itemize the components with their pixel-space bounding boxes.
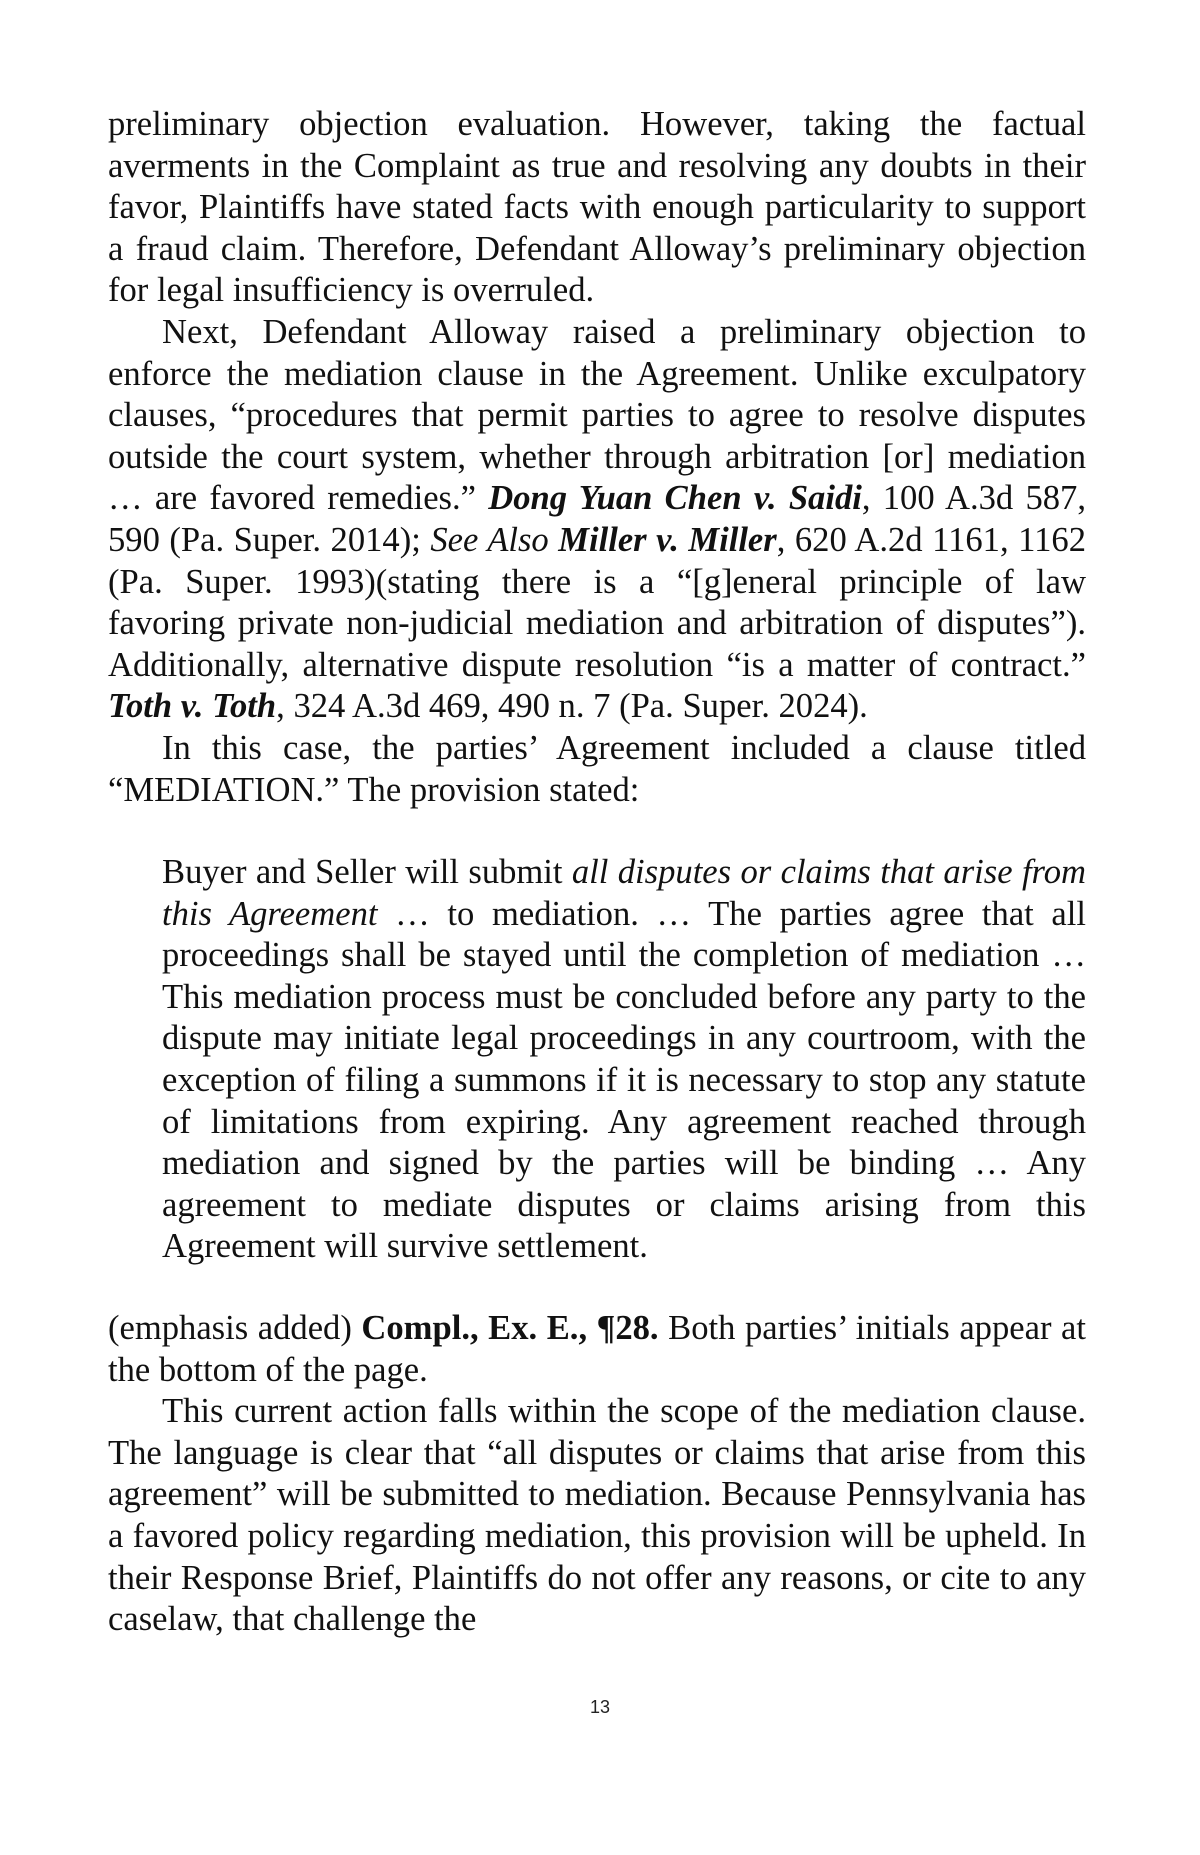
paragraph-scope-analysis <box>108 1391 1086 1641</box>
paragraph-mediation-objection <box>108 312 1086 728</box>
paragraph-emphasis-citation <box>108 1308 1086 1391</box>
case-name-toth: Toth v. Toth <box>108 687 277 726</box>
paragraph-agreement-clause <box>108 728 1086 811</box>
page-number: 13 <box>589 1697 611 1717</box>
paragraph-text: This current action falls within the scope of the mediation clause. The language is clear that “all disputes or claims that arise from this agreement” will be submitted to mediation. Because Pennsylvania has a favored policy regarding mediation, this provision will be upheld. In their Response Brief, Plaintiffs do not offer any reasons, or cite to any caselaw, that challenge the <box>108 1392 1086 1639</box>
block-quote-mediation-provision <box>162 852 1086 1268</box>
case-name-miller: Miller v. Miller <box>558 520 777 559</box>
paragraph-text: (emphasis added) <box>108 1309 362 1348</box>
citation-text: , 100 A.3d 587, 590 (Pa. Super. 2014); <box>108 479 1086 559</box>
quote-emphasis: all disputes or claims that arise from this Agreement <box>162 853 1086 933</box>
citation-signal: See Also <box>430 520 549 559</box>
case-name-dong-yuan-chen: Dong Yuan Chen v. Saidi <box>488 479 862 518</box>
paragraph-text: preliminary objection evaluation. However, taking the factual averments in the Complaint as true and resolving any doubts in their favor, Plaintiffs have stated facts with enough particularity to support a fraud claim. Therefore, Defendant Alloway’s preliminary objection for legal insufficiency is overruled. <box>108 105 1086 310</box>
citation-text: , 324 A.3d 469, 490 n. 7 (Pa. Super. 2024). <box>276 687 868 726</box>
paragraph-text: , 620 A.2d 1161, 1162 (Pa. Super. 1993)(stating there is a “[g]eneral principle of law favoring private non-judicial mediation and arbitration of disputes”). Additionally, alternative dispute resolution “is a matter of contract.” <box>108 520 1086 684</box>
record-citation: Compl., Ex. E., ¶28. <box>361 1309 659 1348</box>
paragraph-text: In this case, the parties’ Agreement included a clause titled “MEDIATION.” The provision stated: <box>108 728 1086 809</box>
quote-text: Buyer and Seller will submit <box>162 853 572 892</box>
spacer-text <box>549 521 559 559</box>
paragraph-fraud-claim <box>108 104 1086 312</box>
document-page <box>108 104 1086 1641</box>
quote-text: … to mediation. … The parties agree that all proceedings shall be stayed until the completion of mediation … This mediation process must be concluded before any party to the dispute may initiate legal proceedings in any courtroom, with the exception of filing a summons if it is necessary to stop any statute of limitations from expiring. Any agreement reached through mediation and signed by the parties will be binding … Any agreement to mediate disputes or claims arising from this Agreement will survive settlement. <box>162 894 1086 1266</box>
paragraph-text: Both parties’ initials appear at the bottom of the page. <box>108 1309 1086 1389</box>
paragraph-text: Next, Defendant Alloway raised a preliminary objection to enforce the mediation clause in the Agreement. Unlike exculpatory clauses, “procedures that permit parties to agree to resolve disputes outside the court system, whether through arbitration [or] mediation … are favored remedies.” <box>108 312 1086 518</box>
